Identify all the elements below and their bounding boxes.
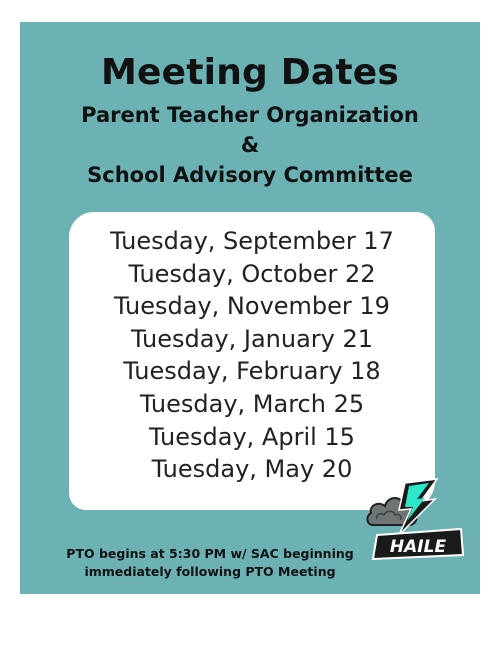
footer-line-1: PTO begins at 5:30 PM w/ SAC beginning <box>66 546 354 561</box>
date-item: Tuesday, May 20 <box>151 455 353 484</box>
date-item: Tuesday, September 17 <box>110 227 394 255</box>
footer-line-2: immediately following PTO Meeting <box>84 564 336 579</box>
subtitle-pto: Parent Teacher Organization <box>81 103 419 127</box>
date-item: Tuesday, November 19 <box>114 292 390 321</box>
flyer <box>20 22 480 594</box>
dates-card <box>72 215 432 507</box>
date-item: Tuesday, April 15 <box>149 422 355 451</box>
date-item: Tuesday, March 25 <box>139 389 365 418</box>
subtitle-ampersand: & <box>240 133 260 157</box>
date-item: Tuesday, October 22 <box>128 259 376 288</box>
footer-note <box>20 545 400 581</box>
subtitle-sac: School Advisory Committee <box>87 163 413 187</box>
dates-list <box>72 215 432 486</box>
storm-cloud-lightning-icon <box>367 479 437 535</box>
logo-text: HAILE <box>389 537 447 557</box>
date-item: Tuesday, February 18 <box>123 357 381 386</box>
date-item: Tuesday, January 21 <box>130 324 374 353</box>
flyer-title: Meeting Dates <box>101 52 399 93</box>
